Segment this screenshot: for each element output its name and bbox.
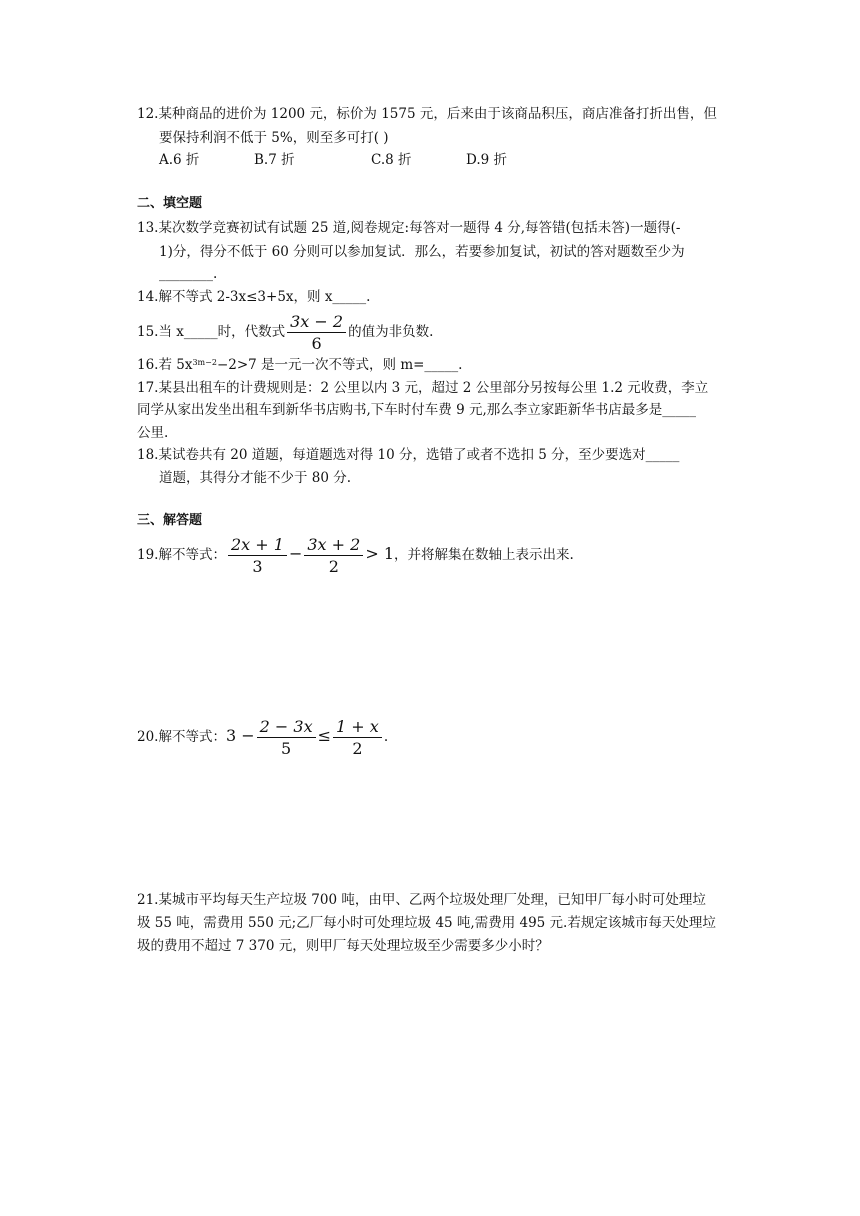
q17-line3: 公里.: [137, 425, 169, 441]
option-d: D.9 折: [466, 152, 508, 168]
section-title-solve: 三、解答题: [137, 513, 203, 528]
section-title-fill-in: 二、填空题: [137, 196, 203, 211]
q19-fraction-1: [228, 536, 287, 576]
q19-minus: −: [288, 544, 303, 563]
q15-numerator: 3x − 2: [287, 313, 346, 333]
q19-fraction-2-numerator: 3x + 2: [304, 536, 363, 556]
q16-prefix: 16.若 5x: [137, 357, 193, 373]
q13-line1: 13.某次数学竞赛初试有试题 25 道,阅卷规定:每答对一题得 4 分,每答错(包括未答)一题得(-: [137, 220, 681, 236]
q19-suffix: ，并将解集在数轴上表示出来.: [394, 547, 574, 563]
q13-line2: 1)分，得分不低于 60 分则可以参加复试．那么，若要参加复试，初试的答对题数至少为: [159, 244, 685, 260]
q18-line1: 18.某试卷共有 20 道题，每道题选对得 10 分，选错了或者不选扣 5 分，至少要选对_____: [137, 447, 680, 463]
q15-prefix: 15.当 x_____时，代数式: [137, 324, 286, 340]
q16-exponent: 3m−2: [192, 358, 217, 367]
q20-relation: ≤: [317, 726, 332, 745]
q18-line2: 道题，其得分才能不少于 80 分.: [159, 470, 352, 486]
q20: [137, 712, 388, 761]
q21-line1: 21.某城市平均每天生产垃圾 700 吨，由甲、乙两个垃圾处理厂处理，已知甲厂每小时可处理垃: [137, 892, 706, 908]
option-b: B.7 折: [254, 152, 295, 168]
q19-fraction-2: [304, 536, 363, 576]
q21-line3: 圾的费用不超过 7 370 元，则甲厂每天处理垃圾至少需要多少小时？: [137, 938, 549, 954]
q20-fraction-2: [333, 718, 382, 758]
q20-suffix: .: [383, 729, 389, 745]
option-a: A.6 折: [159, 152, 200, 168]
q19-fraction-2-denominator: 2: [328, 556, 339, 576]
q15: [137, 310, 433, 354]
q12-options: [159, 150, 507, 170]
q17-line2: 同学从家出发坐出租车到新华书店购书,下车时付车费 9 元,那么李立家距新华书店最多是_____: [137, 402, 697, 418]
q15-suffix: 的值为非负数.: [348, 324, 434, 340]
q13-line3: ________.: [159, 266, 218, 282]
q20-lead: 3 −: [225, 726, 255, 745]
q20-fraction-2-numerator: 1 + x: [333, 718, 382, 738]
q15-denominator: 6: [311, 333, 322, 353]
q20-fraction-1-numerator: 2 − 3x: [257, 718, 316, 738]
q20-fraction-2-denominator: 2: [352, 738, 363, 758]
q16: [137, 355, 462, 375]
q12-line2: 要保持利润不低于 5%，则至多可打( ): [159, 130, 389, 146]
q21-line2: 圾 55 吨，需费用 550 元;乙厂每小时可处理垃圾 45 吨,需费用 495 元.若规定该城市每天处理垃: [137, 915, 716, 931]
q20-prefix: 20.解不等式：: [137, 729, 226, 745]
q19-prefix: 19.解不等式：: [137, 547, 226, 563]
q12-line1: 12.某种商品的进价为 1200 元，标价为 1575 元，后来由于该商品积压，商店准备打折出售，但: [137, 106, 717, 122]
option-c: C.8 折: [371, 152, 412, 168]
q14-text: 14.解不等式 2-3x≤3+5x，则 x_____.: [137, 289, 371, 305]
q15-fraction: [287, 313, 346, 353]
q16-suffix: −2>7 是一元一次不等式，则 m=_____.: [216, 357, 463, 373]
q19-relation: > 1: [365, 544, 394, 563]
q17-line1: 17.某县出租车的计费规则是：2 公里以内 3 元，超过 2 公里部分另按每公里 1.2 元收费，李立: [137, 380, 709, 396]
q20-fraction-1: [257, 718, 316, 758]
q19-fraction-1-numerator: 2x + 1: [228, 536, 287, 556]
q19-fraction-1-denominator: 3: [252, 556, 263, 576]
q19: [137, 530, 574, 579]
q20-fraction-1-denominator: 5: [281, 738, 292, 758]
